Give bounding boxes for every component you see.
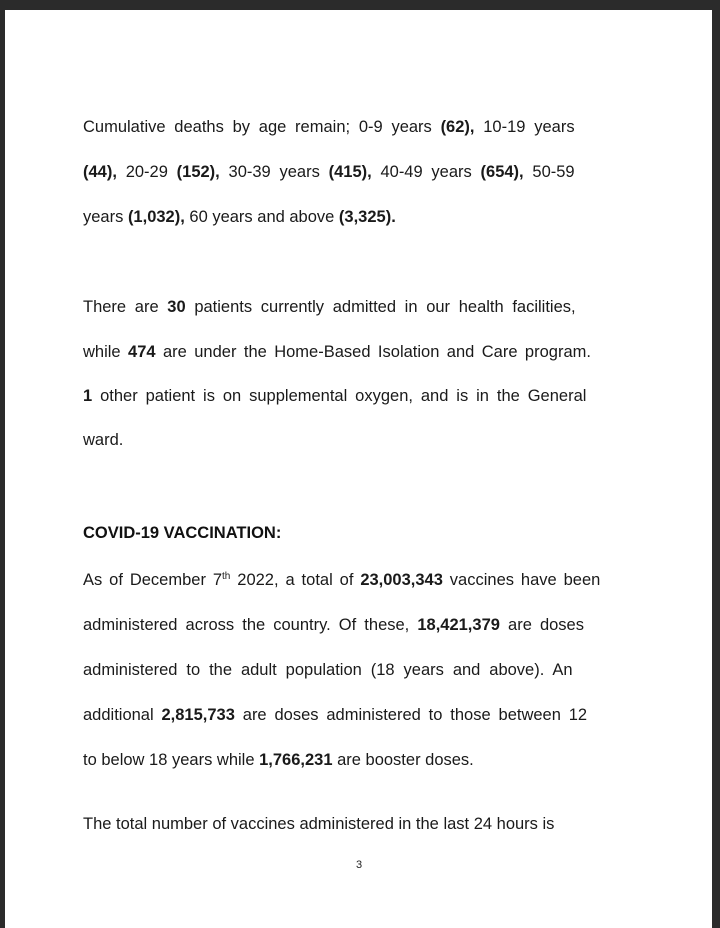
text: patients currently admitted in our health facilities,: [185, 298, 576, 316]
text: administered to the adult population (18 years and above). An: [83, 661, 573, 679]
text-line: [83, 298, 576, 317]
text-line: [83, 815, 554, 834]
bold-value: 23,003,343: [360, 571, 443, 589]
bold-value: 30: [167, 298, 186, 316]
text-line: [83, 571, 600, 590]
text: 20-29: [116, 163, 177, 181]
text: 40-49 years: [371, 163, 481, 181]
bold-value: 1,766,231: [259, 751, 333, 769]
text-line: [83, 431, 123, 450]
bold-value: 18,421,379: [417, 616, 500, 634]
text-line: [83, 387, 586, 406]
text: 10-19 years: [474, 118, 575, 136]
section-heading: COVID-19 VACCINATION:: [83, 524, 282, 542]
text: administered across the country. Of these,: [83, 616, 418, 634]
document-page: [5, 10, 712, 928]
page-number: 3: [356, 859, 363, 871]
text: are doses: [499, 616, 584, 634]
text: years: [83, 208, 128, 226]
superscript: th: [222, 571, 231, 582]
bold-value: (415),: [328, 163, 372, 181]
text-line: [83, 343, 591, 362]
bold-value: (44),: [83, 163, 117, 181]
text: As of December 7: [83, 571, 223, 589]
text-line: [83, 661, 573, 680]
text: There are: [83, 298, 168, 316]
bold-value: (3,325).: [338, 208, 396, 226]
bold-value: (654),: [480, 163, 524, 181]
text: are under the Home-Based Isolation and Care program.: [155, 343, 591, 361]
text: are doses administered to those between 12: [234, 706, 588, 724]
bold-value: (152),: [176, 163, 220, 181]
text-line: [83, 706, 587, 725]
text: are booster doses.: [332, 751, 474, 769]
text-line: [83, 118, 575, 137]
text: 50-59: [523, 163, 575, 181]
text-line: [83, 163, 575, 182]
text: vaccines have been: [442, 571, 601, 589]
text-line: [83, 208, 396, 227]
bold-value: 474: [128, 343, 156, 361]
text: to below 18 years while: [83, 751, 260, 769]
text: Cumulative deaths by age remain; 0-9 years: [83, 118, 441, 136]
text: 2022, a total of: [230, 571, 361, 589]
text: 30-39 years: [219, 163, 329, 181]
text: other patient is on supplemental oxygen, and is in the General: [92, 387, 587, 405]
text: additional: [83, 706, 162, 724]
text: The total number of vaccines administered in the last 24 hours is: [83, 815, 555, 833]
text: ward.: [83, 431, 124, 449]
text-line: [83, 751, 474, 770]
text-line: [83, 616, 584, 635]
bold-value: 2,815,733: [161, 706, 235, 724]
bold-value: 1: [83, 387, 93, 405]
bold-value: (62),: [440, 118, 475, 136]
text: while: [83, 343, 129, 361]
text: 60 years and above: [184, 208, 339, 226]
bold-value: (1,032),: [127, 208, 185, 226]
